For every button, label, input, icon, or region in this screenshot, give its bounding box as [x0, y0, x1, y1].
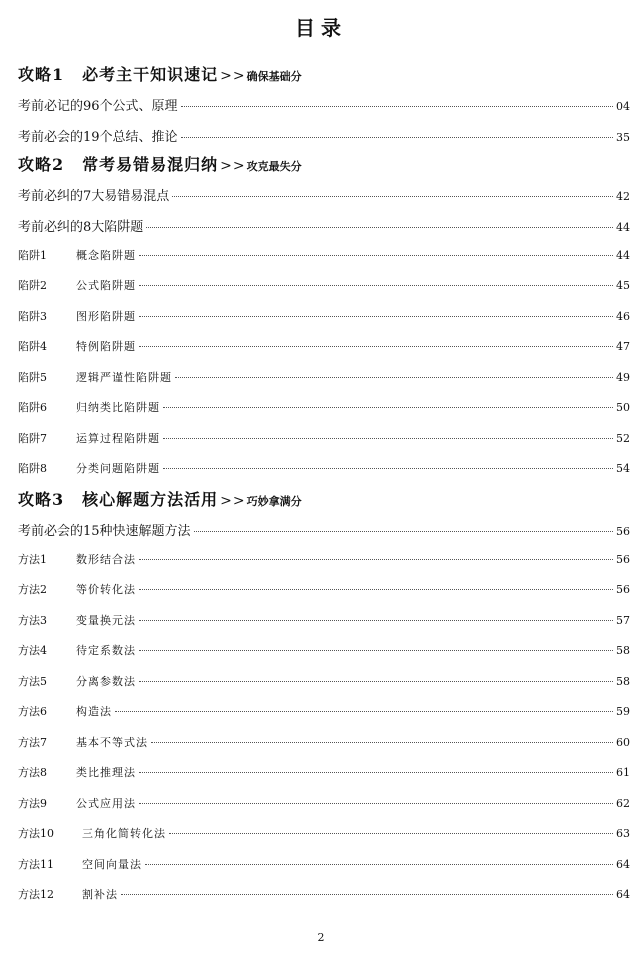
toc-entry-text: 归纳类比陷阱题: [76, 401, 160, 414]
toc-entry-text: 基本不等式法: [76, 736, 148, 749]
toc-subentry[interactable]: [18, 308, 630, 326]
toc-subentry[interactable]: [18, 642, 630, 660]
toc-page-number: 58: [616, 675, 630, 688]
section-heading-2: [18, 152, 302, 175]
toc-subentry[interactable]: [18, 581, 630, 599]
toc-subentry[interactable]: [18, 703, 630, 721]
toc-subentry[interactable]: [18, 551, 630, 569]
toc-entry-text: 三角化简转化法: [82, 827, 166, 840]
toc-subentry-label: 方法1: [18, 553, 47, 566]
toc-subentry-label: 方法6: [18, 705, 47, 718]
toc-subentry-label: 陷阱5: [18, 371, 47, 384]
toc-entry-text: 割补法: [82, 888, 118, 901]
toc-entry-text: 等价转化法: [76, 583, 136, 596]
dot-leader: [139, 559, 613, 560]
toc-page-number: 64: [616, 888, 630, 901]
section-subtitle: 巧妙拿满分: [246, 495, 302, 508]
dot-leader: [172, 196, 613, 197]
toc-entry[interactable]: [18, 216, 630, 234]
toc-entry-text: 公式应用法: [76, 797, 136, 810]
toc-page-number: 45: [616, 279, 630, 292]
page-footer-number: 2: [317, 931, 325, 944]
toc-subentry[interactable]: [18, 764, 630, 782]
toc-page-number: 04: [616, 100, 630, 113]
dot-leader: [146, 227, 613, 228]
toc-entry[interactable]: [18, 126, 630, 144]
toc-page-number: 64: [616, 858, 630, 871]
toc-entry[interactable]: [18, 95, 630, 113]
dot-leader: [139, 589, 613, 590]
dot-leader: [181, 137, 613, 138]
toc-subentry-label: 方法12: [18, 888, 54, 901]
toc-entry-text: 概念陷阱题: [76, 249, 136, 262]
toc-subentry[interactable]: [18, 460, 630, 478]
toc-subentry-label: 方法10: [18, 827, 54, 840]
toc-entry-text: 特例陷阱题: [76, 340, 136, 353]
toc-page-number: 52: [616, 432, 630, 445]
toc-subentry[interactable]: [18, 886, 630, 904]
toc-entry-text: 运算过程陷阱题: [76, 432, 160, 445]
toc-entry-text: 逻辑严谨性陷阱题: [76, 371, 172, 384]
toc-subentry-label: 方法11: [18, 858, 54, 871]
toc-subentry[interactable]: [18, 430, 630, 448]
section-arrow: >>: [220, 493, 246, 509]
toc-entry-text: 考前必会的15种快速解题方法: [18, 524, 191, 539]
section-title: 常考易错易混归纳: [82, 155, 219, 174]
toc-page-number: 60: [616, 736, 630, 749]
dot-leader: [139, 346, 613, 347]
page-title: 目录: [295, 16, 347, 40]
toc-subentry[interactable]: [18, 338, 630, 356]
dot-leader: [139, 285, 613, 286]
toc-subentry[interactable]: [18, 856, 630, 874]
toc-subentry-label: 陷阱7: [18, 432, 47, 445]
section-heading-3: [18, 487, 302, 510]
toc-subentry-label: 陷阱3: [18, 310, 47, 323]
toc-subentry[interactable]: [18, 369, 630, 387]
toc-subentry[interactable]: [18, 399, 630, 417]
toc-entry-text: 数形结合法: [76, 553, 136, 566]
toc-subentry[interactable]: [18, 277, 630, 295]
toc-subentry-label: 方法2: [18, 583, 47, 596]
toc-page-number: 49: [616, 371, 630, 384]
dot-leader: [139, 255, 613, 256]
toc-subentry[interactable]: [18, 612, 630, 630]
toc-page-number: 56: [616, 583, 630, 596]
toc-subentry-label: 陷阱4: [18, 340, 47, 353]
dot-leader: [145, 864, 613, 865]
toc-subentry[interactable]: [18, 825, 630, 843]
toc-page-number: 42: [616, 190, 630, 203]
section-title: 必考主干知识速记: [82, 65, 219, 84]
dot-leader: [139, 620, 613, 621]
toc-subentry[interactable]: [18, 734, 630, 752]
section-subtitle: 确保基础分: [246, 70, 302, 83]
dot-leader: [169, 833, 613, 834]
toc-entry-text: 构造法: [76, 705, 112, 718]
dot-leader: [181, 106, 613, 107]
toc-subentry-label: 方法7: [18, 736, 47, 749]
dot-leader: [139, 650, 613, 651]
toc-subentry-label: 陷阱1: [18, 249, 47, 262]
toc-entry-text: 考前必纠的7大易错易混点: [18, 189, 170, 204]
toc-page-number: 44: [616, 221, 630, 234]
dot-leader: [194, 531, 613, 532]
section-number: 攻略3: [18, 490, 65, 509]
toc-subentry-label: 陷阱8: [18, 462, 47, 475]
dot-leader: [151, 742, 613, 743]
toc-subentry[interactable]: [18, 795, 630, 813]
toc-entry-text: 公式陷阱题: [76, 279, 136, 292]
toc-page-number: 62: [616, 797, 630, 810]
toc-page-number: 54: [616, 462, 630, 475]
toc-page-number: 44: [616, 249, 630, 262]
toc-page-number: 56: [616, 525, 630, 538]
toc-entry-text: 图形陷阱题: [76, 310, 136, 323]
toc-subentry-label: 方法3: [18, 614, 47, 627]
toc-page-number: 63: [616, 827, 630, 840]
toc-entry-text: 类比推理法: [76, 766, 136, 779]
toc-subentry-label: 方法4: [18, 644, 47, 657]
toc-subentry-label: 方法5: [18, 675, 47, 688]
toc-entry-text: 变量换元法: [76, 614, 136, 627]
toc-entry-text: 分离参数法: [76, 675, 136, 688]
dot-leader: [163, 407, 613, 408]
section-number: 攻略2: [18, 155, 65, 174]
toc-page-number: 50: [616, 401, 630, 414]
toc-page-number: 47: [616, 340, 630, 353]
dot-leader: [139, 316, 613, 317]
toc-page-number: 35: [616, 131, 630, 144]
toc-page-number: 61: [616, 766, 630, 779]
toc-subentry-label: 陷阱2: [18, 279, 47, 292]
dot-leader: [139, 803, 613, 804]
section-arrow: >>: [220, 158, 246, 174]
toc-subentry[interactable]: [18, 247, 630, 265]
section-number: 攻略1: [18, 65, 65, 84]
section-title: 核心解题方法活用: [82, 490, 219, 509]
dot-leader: [163, 468, 613, 469]
toc-entry-text: 分类问题陷阱题: [76, 462, 160, 475]
toc-subentry-label: 陷阱6: [18, 401, 47, 414]
dot-leader: [163, 438, 613, 439]
dot-leader: [175, 377, 613, 378]
dot-leader: [139, 681, 613, 682]
toc-entry-text: 空间向量法: [82, 858, 142, 871]
toc-entry[interactable]: [18, 185, 630, 203]
toc-page-number: 57: [616, 614, 630, 627]
toc-page-number: 46: [616, 310, 630, 323]
toc-entry-text: 考前必记的96个公式、原理: [18, 99, 178, 114]
section-subtitle: 攻克最失分: [246, 160, 302, 173]
section-arrow: >>: [220, 68, 246, 84]
dot-leader: [115, 711, 613, 712]
toc-entry-text: 考前必会的19个总结、推论: [18, 130, 178, 145]
dot-leader: [121, 894, 613, 895]
toc-page-number: 59: [616, 705, 630, 718]
dot-leader: [139, 772, 613, 773]
toc-entry-text: 待定系数法: [76, 644, 136, 657]
section-heading-1: [18, 62, 302, 85]
toc-subentry[interactable]: [18, 673, 630, 691]
toc-entry-text: 考前必纠的8大陷阱题: [18, 220, 144, 235]
toc-subentry-label: 方法8: [18, 766, 47, 779]
toc-page-number: 58: [616, 644, 630, 657]
toc-page-number: 56: [616, 553, 630, 566]
toc-subentry-label: 方法9: [18, 797, 47, 810]
toc-entry[interactable]: [18, 520, 630, 538]
